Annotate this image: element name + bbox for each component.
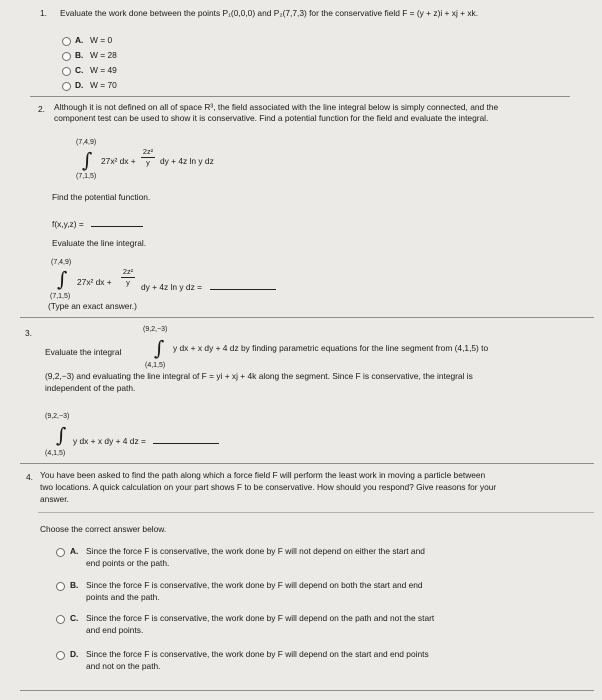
question-number: 1. <box>40 8 47 18</box>
integral-upper-limit: (9,2,−3) <box>45 413 70 420</box>
integral-upper-limit: (7,4,9) <box>51 259 72 266</box>
option-text: W = 0 <box>90 35 113 45</box>
option-text-line-1: Since the force F is conservative, the work done by F will not depend on either the start and <box>86 546 425 556</box>
exact-answer-note: (Type an exact answer.) <box>48 301 137 311</box>
fraction <box>121 268 135 287</box>
radio-button[interactable] <box>62 82 71 91</box>
integral-upper-limit: (7,4,9) <box>76 139 97 146</box>
question-prompt: Evaluate the work done between the points P₁(0,0,0) and P₂(7,7,3) for the conservative field F = (y + z)i + xj + xk. <box>60 8 479 18</box>
integral-sign: ∫ <box>82 148 93 172</box>
option-letter: C. <box>75 65 84 75</box>
answer-expression: y dx + x dy + 4 dz = <box>73 436 146 446</box>
option-letter: B. <box>75 50 84 60</box>
question-prompt-line-1: Although it is not defined on all of space R³, the field associated with the line integral below is simply connected, and the <box>54 102 499 112</box>
choose-instruction: Choose the correct answer below. <box>40 524 167 534</box>
integral-lower-limit: (4,1,5) <box>145 362 166 369</box>
radio-button[interactable] <box>62 67 71 76</box>
radio-button[interactable] <box>56 615 65 624</box>
integral-lower-limit: (4,1,5) <box>45 450 66 457</box>
potential-function-input[interactable] <box>91 217 143 227</box>
find-potential-label: Find the potential function. <box>52 192 151 202</box>
divider <box>20 690 594 691</box>
option-text-line-2: points and the path. <box>86 592 160 602</box>
integrand-term-1: 27x² dx + <box>77 277 112 287</box>
divider <box>38 512 594 513</box>
radio-button[interactable] <box>56 651 65 660</box>
divider <box>30 96 570 97</box>
fraction-denominator: y <box>126 278 130 287</box>
option-text: W = 70 <box>90 80 117 90</box>
option-text: W = 28 <box>90 50 117 60</box>
line-integral-answer-input[interactable] <box>210 280 276 290</box>
line-integral-answer-row <box>141 277 276 295</box>
evaluate-integral-label: Evaluate the line integral. <box>52 238 147 248</box>
option-letter: C. <box>70 613 79 623</box>
evaluate-suffix: y dx + x dy + 4 dz by finding parametric equations for the line segment from (4,1,5) to <box>173 343 489 353</box>
option-text-line-1: Since the force F is conservative, the work done by F will depend on both the start and end <box>86 580 423 590</box>
integrand-term-2: dy + 4z ln y dz = <box>141 282 202 292</box>
answer-row <box>73 431 219 449</box>
evaluate-prefix: Evaluate the integral <box>45 347 122 357</box>
integrand-term-1: 27x² dx + <box>101 156 136 166</box>
question-number: 4. <box>26 472 33 482</box>
option-text: W = 49 <box>90 65 117 75</box>
question-text-line-2: (9,2,−3) and evaluating the line integral of F = yi + xj + 4k along the segment. Since F is conservative, the integral is <box>45 371 473 381</box>
question-text-line-2: two locations. A quick calculation on your part shows F to be conservative. How should you respond? Give reasons for your <box>40 482 497 492</box>
question-text-line-1: You have been asked to find the path along which a force field F will perform the least work in moving a particle between <box>40 470 486 480</box>
integral-upper-limit: (9,2,−3) <box>143 326 168 333</box>
radio-button[interactable] <box>62 37 71 46</box>
option-letter: A. <box>70 546 79 556</box>
fraction-numerator: 2z² <box>122 267 134 276</box>
fraction <box>141 148 155 167</box>
option-text-line-2: end points or the path. <box>86 558 170 568</box>
question-text-line-3: independent of the path. <box>45 383 136 393</box>
option-text-line-1: Since the force F is conservative, the work done by F will depend on the path and not the start <box>86 613 435 623</box>
fraction-numerator: 2z² <box>142 147 154 156</box>
integral-lower-limit: (7,1,5) <box>50 293 71 300</box>
option-text-line-2: and end points. <box>86 625 144 635</box>
question-number: 2. <box>38 104 45 114</box>
question-prompt-line-2: component test can be used to show it is conservative. Find a potential function for the field and evaluate the integral. <box>54 113 489 123</box>
option-letter: D. <box>70 649 79 659</box>
option-letter: B. <box>70 580 79 590</box>
divider <box>20 463 594 464</box>
radio-button[interactable] <box>56 582 65 591</box>
potential-function-label: f(x,y,z) = <box>52 219 84 229</box>
integrand-term-2: dy + 4z ln y dz <box>160 156 214 166</box>
option-letter: A. <box>75 35 84 45</box>
integral-sign: ∫ <box>154 336 165 360</box>
fraction-denominator: y <box>146 158 150 167</box>
option-text-line-2: and not on the path. <box>86 661 161 671</box>
integral-sign: ∫ <box>56 423 67 447</box>
radio-button[interactable] <box>62 52 71 61</box>
question-number: 3. <box>25 328 32 338</box>
divider <box>20 317 594 318</box>
integral-sign: ∫ <box>57 267 68 291</box>
integral-lower-limit: (7,1,5) <box>76 173 97 180</box>
potential-function-row <box>52 214 143 232</box>
answer-input[interactable] <box>153 434 219 444</box>
question-text-line-3: answer. <box>40 494 69 504</box>
option-text-line-1: Since the force F is conservative, the work done by F will depend on the start and end points <box>86 649 429 659</box>
radio-button[interactable] <box>56 548 65 557</box>
option-letter: D. <box>75 80 84 90</box>
